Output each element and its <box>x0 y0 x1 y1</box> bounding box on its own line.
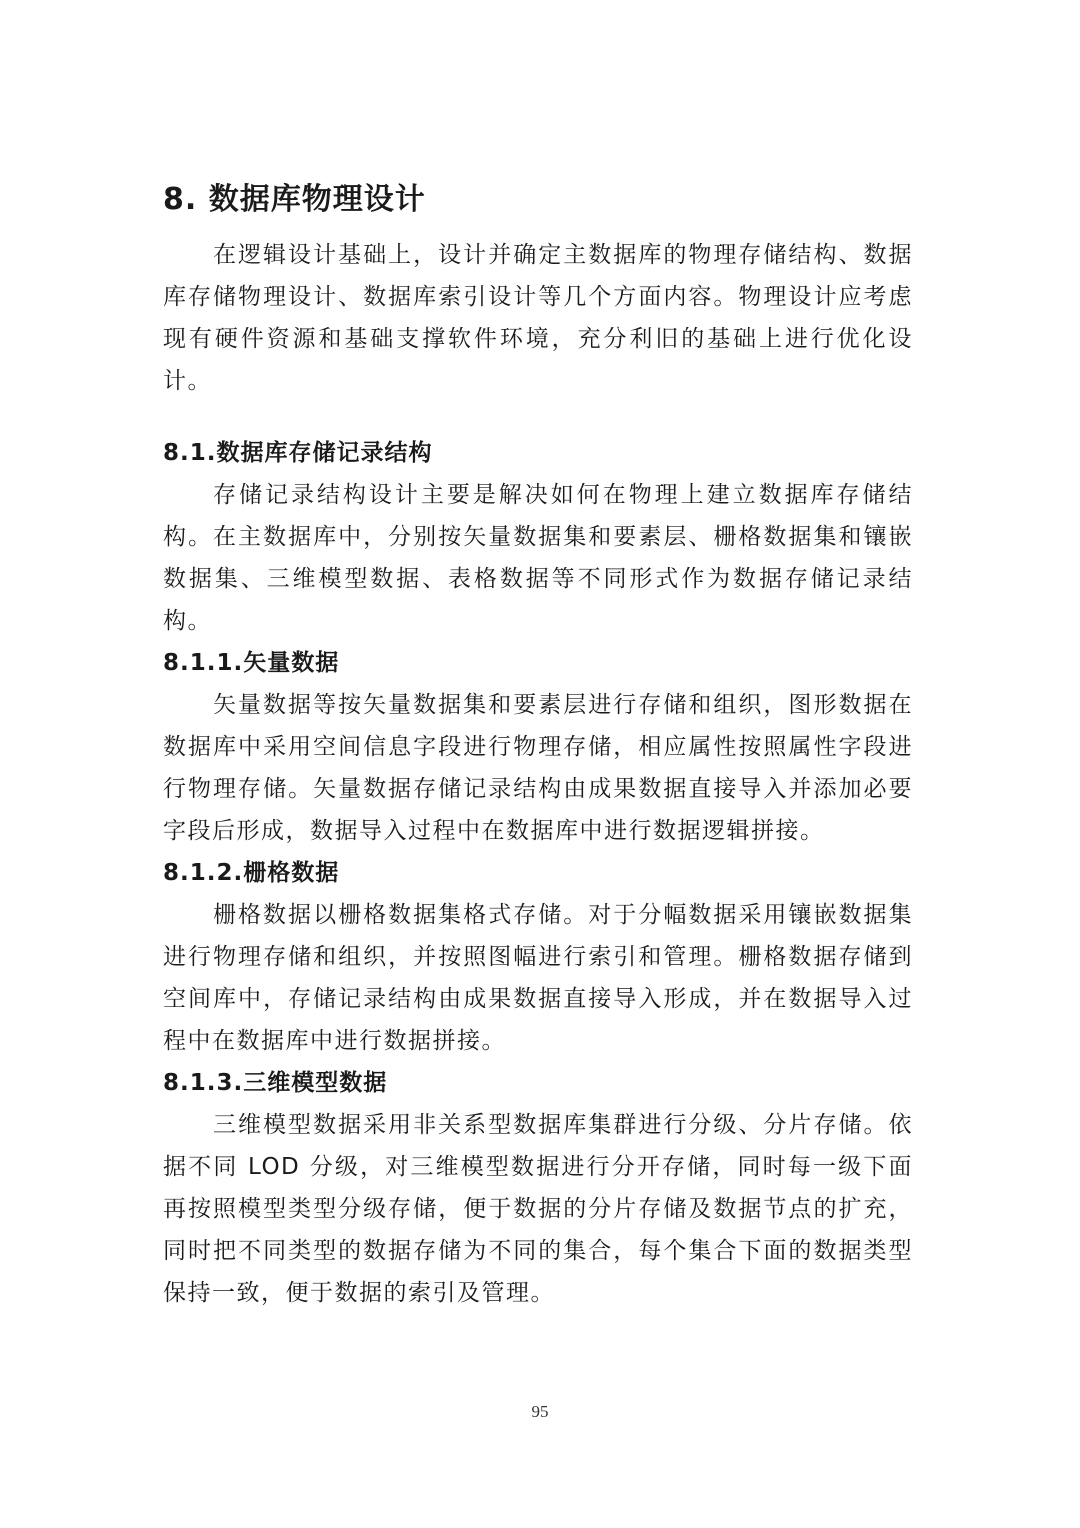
section-heading-8-1-2: 8.1.2.栅格数据 <box>163 860 340 886</box>
page-number: 95 <box>531 1402 549 1421</box>
section-body-8-1: 存储记录结构设计主要是解决如何在物理上建立数据库存储结构。在主数据库中，分别按矢量数据集和要素层、栅格数据集和镶嵌数据集、三维模型数据、表格数据等不同形式作为数据存储记录结构。 <box>163 482 913 634</box>
intro-paragraph: 在逻辑设计基础上，设计并确定主数据库的物理存储结构、数据库存储物理设计、数据库索引设计等几个方面内容。物理设计应考虑现有硬件资源和基础支撑软件环境，充分利旧的基础上进行优化设计。 <box>163 242 913 394</box>
chapter-heading: 8. 数据库物理设计 <box>163 182 426 217</box>
section-body-8-1-1: 矢量数据等按矢量数据集和要素层进行存储和组织，图形数据在数据库中采用空间信息字段进行物理存储，相应属性按照属性字段进行物理存储。矢量数据存储记录结构由成果数据直接导入并添加必要字段后形成，数据导入过程中在数据库中进行数据逻辑拼接。 <box>163 692 913 844</box>
section-body-8-1-3: 三维模型数据采用非关系型数据库集群进行分级、分片存储。依据不同 LOD 分级，对三维模型数据进行分开存储，同时每一级下面再按照模型类型分级存储，便于数据的分片存储及数据节点的扩充，同时把不同类型的数据存储为不同的集合，每个集合下面的数据类型保持一致，便于数据的索引及管理。 <box>163 1112 913 1306</box>
section-heading-8-1-1: 8.1.1.矢量数据 <box>163 650 340 676</box>
section-heading-8-1-3: 8.1.3.三维模型数据 <box>163 1070 388 1096</box>
section-body-8-1-2: 栅格数据以栅格数据集格式存储。对于分幅数据采用镶嵌数据集进行物理存储和组织，并按照图幅进行索引和管理。栅格数据存储到空间库中，存储记录结构由成果数据直接导入形成，并在数据导入过程中在数据库中进行数据拼接。 <box>163 902 913 1054</box>
section-heading-8-1: 8.1.数据库存储记录结构 <box>163 440 433 466</box>
